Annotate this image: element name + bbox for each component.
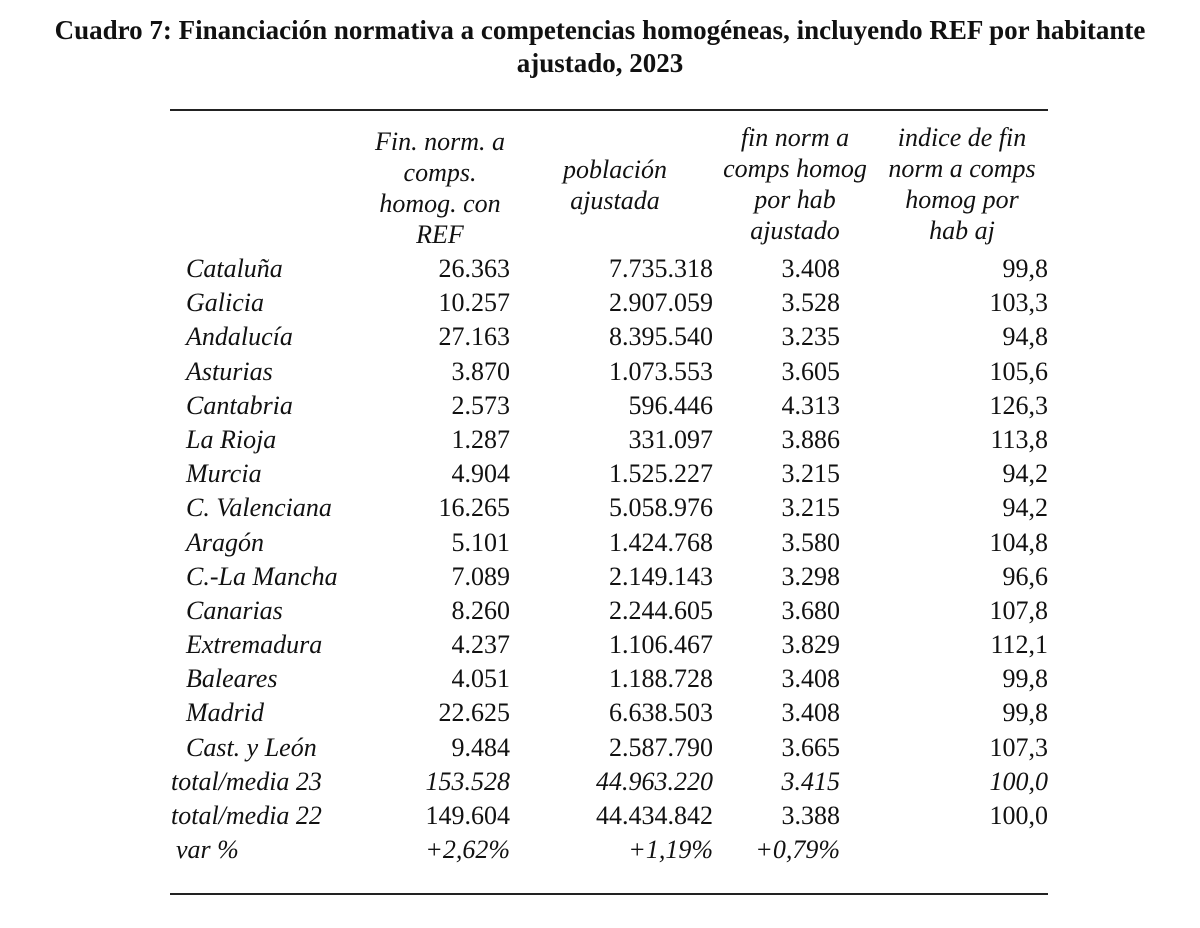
table-row (0, 526, 1200, 560)
table-row (0, 594, 1200, 628)
region-name: Cantabria (186, 390, 293, 420)
region-name: Madrid (186, 698, 264, 728)
pob-value: 5.058.976 (609, 493, 713, 523)
porhab-value: 3.298 (781, 561, 840, 591)
indice-value: 94,2 (1002, 493, 1048, 523)
porhab-value: 3.580 (781, 527, 840, 557)
porhab-value: 3.235 (781, 322, 840, 352)
total-23-fin: 153.528 (425, 766, 510, 796)
var-pob: +1,19% (628, 835, 713, 865)
table-row (0, 628, 1200, 662)
table-row (0, 662, 1200, 696)
region-name: Baleares (186, 664, 278, 694)
indice-value: 112,1 (990, 630, 1048, 660)
table-row (0, 696, 1200, 730)
pob-value: 1.525.227 (609, 459, 713, 489)
total-23-pob: 44.963.220 (596, 766, 713, 796)
fin-value: 3.870 (451, 356, 510, 386)
porhab-value: 3.215 (781, 493, 840, 523)
total-22-indice: 100,0 (989, 801, 1048, 830)
fin-value: 4.904 (451, 459, 510, 489)
region-name: Cast. y León (186, 732, 317, 762)
table-row (0, 252, 1200, 286)
pob-value: 2.244.605 (609, 595, 713, 625)
region-name: Murcia (186, 459, 262, 489)
region-name: C.-La Mancha (186, 561, 338, 591)
region-name: Aragón (186, 527, 264, 557)
table-title: Cuadro 7: Financiación normativa a competencias homogéneas, incluyendo REF por habitante ajustado, 2023 (54, 15, 1146, 78)
indice-value: 113,8 (990, 424, 1048, 454)
var-fin: +2,62% (425, 835, 510, 865)
fin-value: 5.101 (451, 527, 510, 557)
fin-value: 27.163 (438, 322, 510, 352)
pob-value: 2.587.790 (609, 732, 713, 762)
total-23-label: total/media 23 (171, 766, 322, 796)
table-row (0, 491, 1200, 525)
pob-value: 2.907.059 (609, 288, 713, 318)
region-name: Asturias (186, 356, 273, 386)
total-22-row (0, 799, 1200, 833)
indice-value: 107,3 (989, 732, 1048, 762)
table-row (0, 320, 1200, 354)
var-porhab: +0,79% (755, 835, 840, 865)
pob-value: 1.424.768 (609, 527, 713, 557)
table-row (0, 457, 1200, 491)
fin-value: 10.257 (438, 288, 510, 318)
table-row (0, 286, 1200, 320)
region-name: Andalucía (186, 322, 293, 352)
region-name: Extremadura (186, 630, 323, 660)
total-22-porhab: 3.388 (781, 801, 840, 830)
header-poblacion: población ajustada (563, 155, 667, 215)
total-22-fin: 149.604 (425, 801, 510, 830)
pob-value: 1.106.467 (609, 630, 713, 660)
table-row (0, 423, 1200, 457)
top-rule (170, 109, 1048, 111)
region-name: Galicia (186, 288, 264, 318)
pob-value: 8.395.540 (609, 322, 713, 352)
table-row (0, 731, 1200, 765)
fin-value: 22.625 (438, 698, 510, 728)
porhab-value: 3.408 (781, 698, 840, 728)
fin-value: 1.287 (451, 424, 510, 454)
table-body (0, 252, 1200, 867)
porhab-value: 3.680 (781, 595, 840, 625)
pob-value: 2.149.143 (609, 561, 713, 591)
fin-value: 8.260 (451, 595, 510, 625)
fin-value: 26.363 (438, 254, 510, 283)
total-23-indice: 100,0 (989, 766, 1048, 796)
total-23-porhab: 3.415 (781, 766, 840, 796)
var-row (0, 833, 1200, 867)
indice-value: 96,6 (1002, 561, 1048, 591)
fin-value: 4.237 (451, 630, 510, 660)
pob-value: 1.073.553 (609, 356, 713, 386)
header-indice: indice de fin norm a comps homog por hab aj (888, 123, 1036, 245)
indice-value: 103,3 (989, 288, 1048, 318)
table-row (0, 560, 1200, 594)
indice-value: 99,8 (1002, 698, 1048, 728)
fin-value: 16.265 (438, 493, 510, 523)
porhab-value: 3.215 (781, 459, 840, 489)
table-row (0, 389, 1200, 423)
porhab-value: 3.408 (781, 254, 840, 283)
porhab-value: 3.528 (781, 288, 840, 318)
region-name: Canarias (186, 595, 283, 625)
header-fin-norm: Fin. norm. a comps. homog. con REF (375, 127, 505, 249)
region-name: C. Valenciana (186, 493, 332, 523)
fin-value: 4.051 (451, 664, 510, 694)
porhab-value: 3.605 (781, 356, 840, 386)
indice-value: 105,6 (989, 356, 1048, 386)
indice-value: 104,8 (989, 527, 1048, 557)
var-label: var % (176, 835, 239, 865)
fin-value: 2.573 (451, 390, 510, 420)
porhab-value: 4.313 (781, 390, 840, 420)
bottom-rule (170, 893, 1048, 895)
fin-value: 7.089 (451, 561, 510, 591)
header-por-hab: fin norm a comps homog por hab ajustado (723, 123, 867, 245)
indice-value: 94,8 (1002, 322, 1048, 352)
indice-value: 99,8 (1002, 664, 1048, 694)
total-22-label: total/media 22 (171, 801, 322, 830)
pob-value: 1.188.728 (609, 664, 713, 694)
total-22-pob: 44.434.842 (596, 801, 713, 830)
table-row (0, 355, 1200, 389)
pob-value: 6.638.503 (609, 698, 713, 728)
indice-value: 94,2 (1002, 459, 1048, 489)
porhab-value: 3.665 (781, 732, 840, 762)
indice-value: 107,8 (989, 595, 1048, 625)
region-name: La Rioja (186, 424, 277, 454)
porhab-value: 3.829 (781, 630, 840, 660)
fin-value: 9.484 (451, 732, 510, 762)
total-23-row (0, 765, 1200, 799)
indice-value: 99,8 (1002, 254, 1048, 283)
pob-value: 331.097 (628, 424, 713, 454)
porhab-value: 3.886 (781, 424, 840, 454)
pob-value: 7.735.318 (609, 254, 713, 283)
pob-value: 596.446 (628, 390, 713, 420)
indice-value: 126,3 (989, 390, 1048, 420)
porhab-value: 3.408 (781, 664, 840, 694)
region-name: Cataluña (186, 254, 283, 283)
